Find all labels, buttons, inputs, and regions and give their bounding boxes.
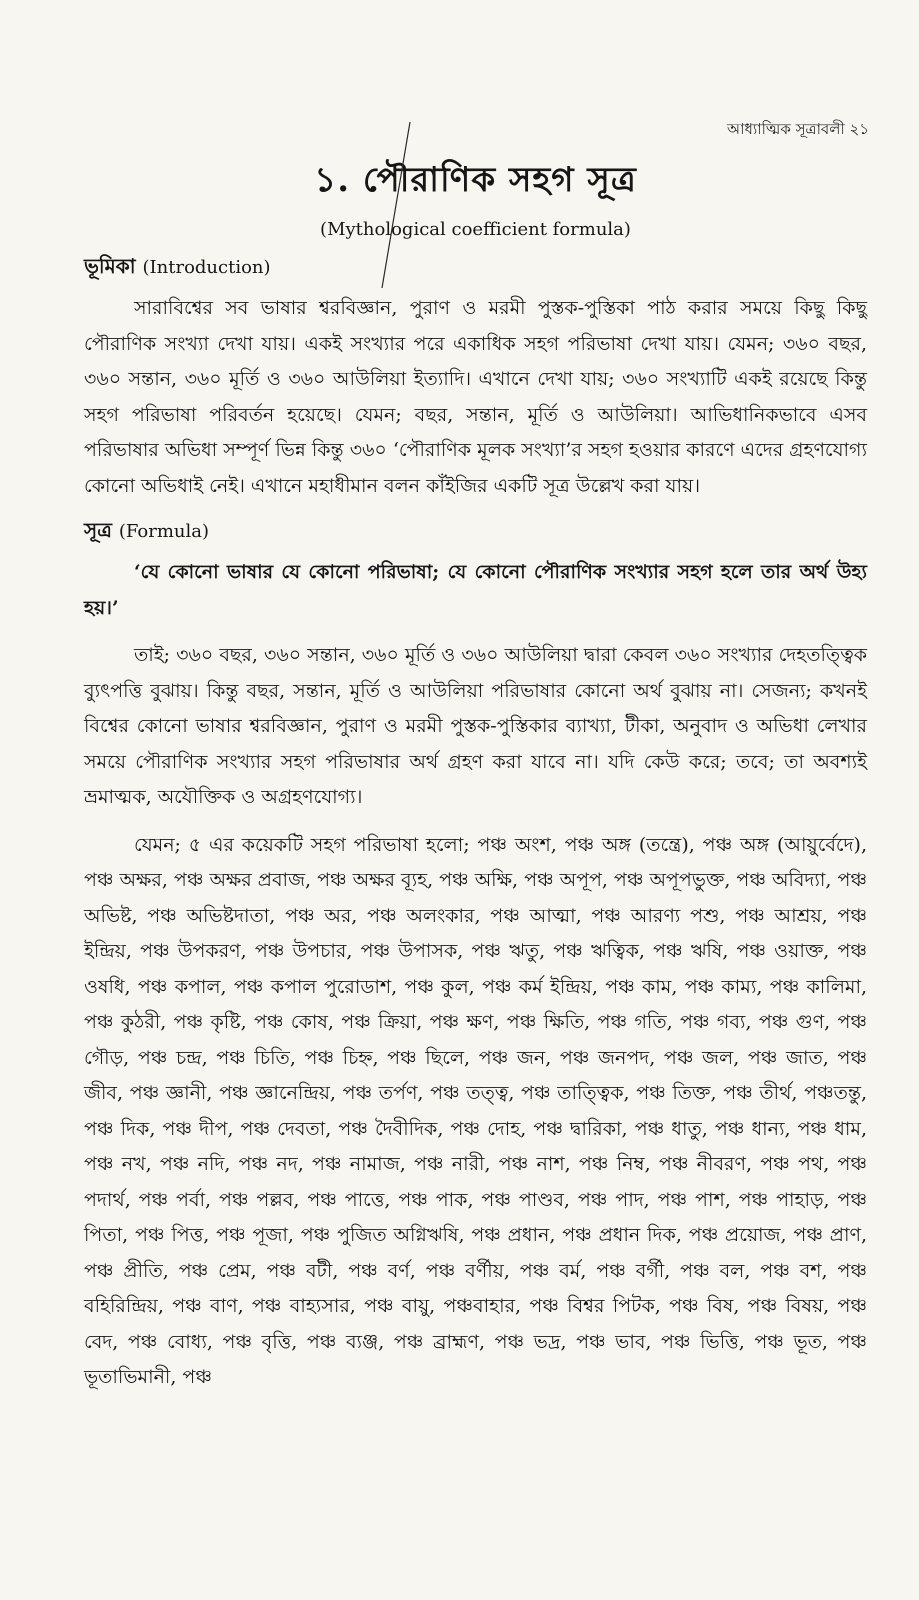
formula-heading [84, 516, 867, 549]
formula-heading-en: (Formula) [118, 521, 210, 542]
introduction-heading [84, 252, 867, 285]
running-head: আধ্যাত্মিক সূত্রাবলী ২১ [727, 120, 869, 138]
formula-heading-bn: সূত্র [84, 518, 112, 542]
chapter-subtitle: (Mythological coefficient formula) [320, 219, 631, 240]
introduction-heading-en: (Introduction) [142, 257, 271, 278]
coefficient-examples: যেমন; ৫ এর কয়েকটি সহগ পরিভাষা হলো; পঞ্চ অংশ, পঞ্চ অঙ্গ (তন্ত্রে), পঞ্চ অঙ্গ (আয়ুর্বেদে), পঞ্চ অক্ষর, পঞ্চ অক্ষর প্রবাজ, পঞ্চ অক্ষর ব্যূহ, পঞ্চ অক্ষি, পঞ্চ অপূপ, পঞ্চ অপূপভুক্ত, পঞ্চ অবিদ্যা, পঞ্চ অভিষ্ট, পঞ্চ অভিষ্টদাতা, পঞ্চ অর, পঞ্চ অলংকার, পঞ্চ আত্মা, পঞ্চ আরণ্য পশু, পঞ্চ আশ্রয়, পঞ্চ ইন্দ্রিয়, পঞ্চ উপকরণ, পঞ্চ উপচার, পঞ্চ উপাসক, পঞ্চ ঋতু, পঞ্চ ঋত্বিক, পঞ্চ ঋষি, পঞ্চ ওয়াক্ত, পঞ্চ ওষধি, পঞ্চ কপাল, পঞ্চ কপাল পুরোডাশ, পঞ্চ কুল, পঞ্চ কর্ম ইন্দ্রিয়, পঞ্চ কাম, পঞ্চ কাম্য, পঞ্চ কালিমা, পঞ্চ কুঠরী, পঞ্চ কৃষ্টি, পঞ্চ কোষ, পঞ্চ ক্রিয়া, পঞ্চ ক্ষণ, পঞ্চ ক্ষিতি, পঞ্চ গতি, পঞ্চ গব্য, পঞ্চ গুণ, পঞ্চ গৌড়, পঞ্চ চন্দ্র, পঞ্চ চিতি, পঞ্চ চিহ্ন, পঞ্চ ছিলে, পঞ্চ জন, পঞ্চ জনপদ, পঞ্চ জল, পঞ্চ জাত, পঞ্চ জীব, পঞ্চ জ্ঞানী, পঞ্চ জ্ঞানেন্দ্রিয়, পঞ্চ তর্পণ, পঞ্চ তত্ত্ব, পঞ্চ তাত্ত্বিক, পঞ্চ তিক্ত, পঞ্চ তীর্থ, পঞ্চতন্তু, পঞ্চ দিক, পঞ্চ দীপ, পঞ্চ দেবতা, পঞ্চ দৈবীদিক, পঞ্চ দোহ, পঞ্চ দ্বারিকা, পঞ্চ ধাতু, পঞ্চ ধান্য, পঞ্চ ধাম, পঞ্চ নখ, পঞ্চ নদি, পঞ্চ নদ, পঞ্চ নামাজ, পঞ্চ নারী, পঞ্চ নাশ, পঞ্চ নিম্ব, পঞ্চ নীবরণ, পঞ্চ পথ, পঞ্চ পদার্থ, পঞ্চ পর্বা, পঞ্চ পল্লব, পঞ্চ পাত্তে, পঞ্চ পাক, পঞ্চ পাণ্ডব, পঞ্চ পাদ, পঞ্চ পাশ, পঞ্চ পাহাড়, পঞ্চ পিতা, পঞ্চ পিত্ত, পঞ্চ পূজা, পঞ্চ পুজিত অগ্নিঋষি, পঞ্চ প্রধান, পঞ্চ প্রধান দিক, পঞ্চ প্রয়োজ, পঞ্চ প্রাণ, পঞ্চ প্রীতি, পঞ্চ প্রেম, পঞ্চ বটী, পঞ্চ বর্ণ, পঞ্চ বর্ণীয়, পঞ্চ বর্ম, পঞ্চ বর্গী, পঞ্চ বল, পঞ্চ বশ, পঞ্চ বহিরিন্দ্রিয়, পঞ্চ বাণ, পঞ্চ বাহ্যসার, পঞ্চ বায়ু, পঞ্চবাহার, পঞ্চ বিশ্বর পিটক, পঞ্চ বিষ, পঞ্চ বিষয়, পঞ্চ বেদ, পঞ্চ বোধ্য, পঞ্চ বৃত্তি, পঞ্চ ব্যঞ্জ, পঞ্চ ব্রাহ্মণ, পঞ্চ ভদ্র, পঞ্চ ভাব, পঞ্চ ভিত্তি, পঞ্চ ভূত, পঞ্চ ভূতাভিমানী, পঞ্চ [84, 833, 868, 1388]
chapter-title: ১. পৌরাণিক সহগ সূত্র [314, 160, 637, 200]
introduction-paragraph: সারাবিশ্বের সব ভাষার শ্বরবিজ্ঞান, পুরাণ ও মরমী পুস্তক-পুস্তিকা পাঠ করার সময়ে কিছু কিছু পৌরাণিক সংখ্যা দেখা যায়। একই সংখ্যার পরে একাধিক সহগ পরিভাষা দেখা যায়। যেমন; ৩৬০ বছর, ৩৬০ সন্তান, ৩৬০ মূর্তি ও ৩৬০ আউলিয়া ইত্যাদি। এখানে দেখা যায়; ৩৬০ সংখ্যাটি একই রয়েছে কিন্তু সহগ পরিভাষা পরিবর্তন হয়েছে। যেমন; বছর, সন্তান, মূর্তি ও আউলিয়া। আভিধানিকভাবে এসব পরিভাষার অভিধা সম্পূর্ণ ভিন্ন কিন্তু ৩৬০ ‘পৌরাণিক মূলক সংখ্যা’র সহগ হওয়ার কারণে এদের গ্রহণযোগ্য কোনো অভিধাই নেই। এখানে মহাধীমান বলন কাঁইজির একটি সূত্র উল্লেখ করা যায়। [84, 297, 867, 497]
introduction-heading-bn: ভূমিকা [84, 254, 136, 278]
formula-quote: ‘যে কোনো ভাষার যে কোনো পরিভাষা; যে কোনো পৌরাণিক সংখ্যার সহগ হলে তার অর্থ উহ্য হয়।’ [84, 561, 867, 619]
formula-explanation: তাই; ৩৬০ বছর, ৩৬০ সন্তান, ৩৬০ মূর্তি ও ৩৬০ আউলিয়া দ্বারা কেবল ৩৬০ সংখ্যার দেহতত্ত্বিক ব্যুৎপত্তি বুঝায়। কিন্তু বছর, সন্তান, মূর্তি ও আউলিয়া পরিভাষার কোনো অর্থ বুঝায় না। সেজন্য; কখনই বিশ্বের কোনো ভাষার শ্বরবিজ্ঞান, পুরাণ ও মরমী পুস্তক-পুস্তিকার ব্যাখ্যা, টীকা, অনুবাদ ও অভিধা লেখার সময়ে পৌরাণিক সংখ্যার সহগ পরিভাষার অর্থ গ্রহণ করা যাবে না। যদি কেউ করে; তবে; তা অবশ্যই ভ্রমাত্মক, অযৌক্তিক ও অগ্রহণযোগ্য। [84, 644, 867, 808]
